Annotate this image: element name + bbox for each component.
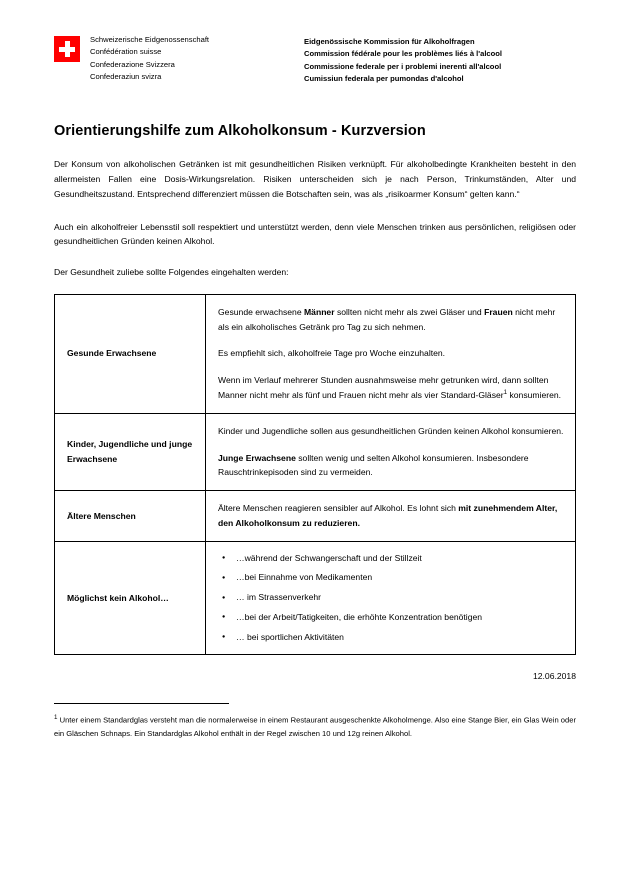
text-run: Gesunde erwachsene (218, 306, 304, 317)
list-item: ● … bei sportlichen Aktivitäten (236, 631, 565, 645)
confederation-name-it: Confederazione Svizzera (90, 59, 175, 69)
table-cell-paragraph (218, 451, 565, 481)
table-row (55, 541, 576, 655)
text-run: konsumieren. (507, 390, 562, 400)
text-run: Kinder und Jugendliche sollen aus gesundheitlichen Gründen keinen Alkohol konsumieren. (218, 425, 564, 436)
table-row-category: Gesunde Erwachsene (55, 294, 206, 413)
document-date: 12.06.2018 (532, 671, 576, 682)
confederation-name-fr: Confédération suisse (90, 47, 162, 57)
intro-paragraph-1: Der Konsum von alkoholischen Getränken ist mit gesundheitlichen Risiken verknüpft. Für alkoholbedingte Krankheiten besteht in den allermeisten Fallen eine Dosis-Wirkungsrelation. Risiken unterscheiden sich je nach Person, Trinkumständen, Alter und Gesundheitszustand. Entsprechend differenziert müssen die Botschaften sein, was als „risikoarmer Konsum“ gelten kann.“ (54, 159, 576, 199)
text-run: sollten nicht mehr als zwei Gläser und (334, 306, 485, 317)
emphasis-text: Junge Erwachsene (218, 452, 296, 463)
table-row-content (206, 413, 576, 490)
page-title: Orientierungshilfe zum Alkoholkonsum - Kurzversion (54, 123, 426, 140)
table-row-content (206, 541, 576, 655)
emphasis-text: Frauen (484, 306, 513, 317)
table-row-content (206, 294, 576, 413)
list-item: ● …während der Schwangerschaft und der Stillzeit (236, 552, 565, 566)
table-cell-paragraph (218, 305, 565, 335)
text-run: nicht mehr als ein alkoholisches Getränk pro Tag zu sich nehmen. (218, 306, 556, 332)
table-row (55, 413, 576, 490)
emphasis-text: Männer (304, 306, 335, 317)
table-cell-paragraph (218, 501, 565, 531)
table-row (55, 491, 576, 542)
table-cell-paragraph (218, 346, 565, 361)
text-run: Es empfiehlt sich, alkoholfreie Tage pro Woche einzuhalten. (218, 348, 446, 359)
swiss-cross-icon (54, 36, 80, 62)
footnote-reference: 1 (503, 389, 508, 397)
recommendations-table-body (55, 294, 576, 655)
footnote-separator (54, 703, 229, 704)
text-run: sollten wenig und selten Alkohol konsumieren. Insbesondere Rauschtrinkepisoden sind zu vermeiden. (218, 452, 529, 478)
commission-name-fr: Commission fédérale pour les problèmes liés à l'alcool (304, 49, 503, 59)
table-cell-paragraph (218, 424, 565, 439)
emphasis-text: mit zunehmendem Alter, den Alkoholkonsum zu reduzieren. (218, 503, 558, 528)
footnote-marker: 1 (54, 714, 58, 722)
footnote-body: Unter einem Standardglas versteht man die normalerweise in einem Restaurant ausgeschenkte Alkoholmenge. Also eine Stange Bier, ein Glas Wein oder ein Gläschen Schnaps. Ein Standardglas Alkohol enthält in der Regel zwischen 10 und 12g reinen Alkohol. (54, 715, 576, 739)
confederation-logo-block (54, 34, 304, 83)
commission-name-it: Commissione federale per i problemi inerenti all'alcool (304, 61, 502, 71)
table-row-content (206, 491, 576, 542)
commission-name-rm: Cumissiun federala per pumondas d'alcohol (304, 73, 464, 83)
footnote-text (54, 712, 576, 741)
table-row-category: Kinder, Jugendliche und junge Erwachsene (55, 413, 206, 490)
confederation-name-rm: Confederaziun svizra (90, 71, 162, 81)
table-row (55, 294, 576, 413)
list-item: ● …bei Einnahme von Medikamenten (236, 571, 565, 585)
table-row-category: Möglichst kein Alkohol… (55, 541, 206, 655)
list-item: ● …bei der Arbeit/Tatigkeiten, die erhöhte Konzentration benötigen (236, 611, 565, 625)
text-run: Wenn im Verlauf mehrerer Stunden ausnahmsweise mehr getrunken wird, dann sollten Manner nicht mehr als fünf und Frauen nicht mehr als vier Standard-Gläser (218, 375, 549, 400)
list-item: ● … im Strassenverkehr (236, 591, 565, 605)
table-cell-paragraph (218, 373, 565, 403)
commission-name-de: Eidgenössische Kommission für Alkoholfragen (304, 37, 475, 46)
intro-paragraph-2: Auch ein alkoholfreier Lebensstil soll respektiert und unterstützt werden, denn viele Menschen trinken aus persönlichen, religiösen oder gesundheitlichen Gründen keinen Alkohol. (54, 221, 576, 247)
document-header (54, 34, 576, 85)
footnote-section (54, 703, 576, 741)
confederation-names (90, 34, 209, 83)
confederation-name-de: Schweizerische Eidgenossenschaft (90, 35, 210, 44)
commission-names (304, 34, 502, 85)
text-run: Ältere Menschen reagieren sensibler auf Alkohol. Es lohnt sich (218, 503, 459, 514)
intro-paragraph-3: Der Gesundheit zuliebe sollte Folgendes eingehalten werden: (54, 267, 289, 278)
recommendations-table (54, 294, 576, 656)
bullet-list (218, 552, 565, 645)
table-row-category: Ältere Menschen (55, 491, 206, 542)
